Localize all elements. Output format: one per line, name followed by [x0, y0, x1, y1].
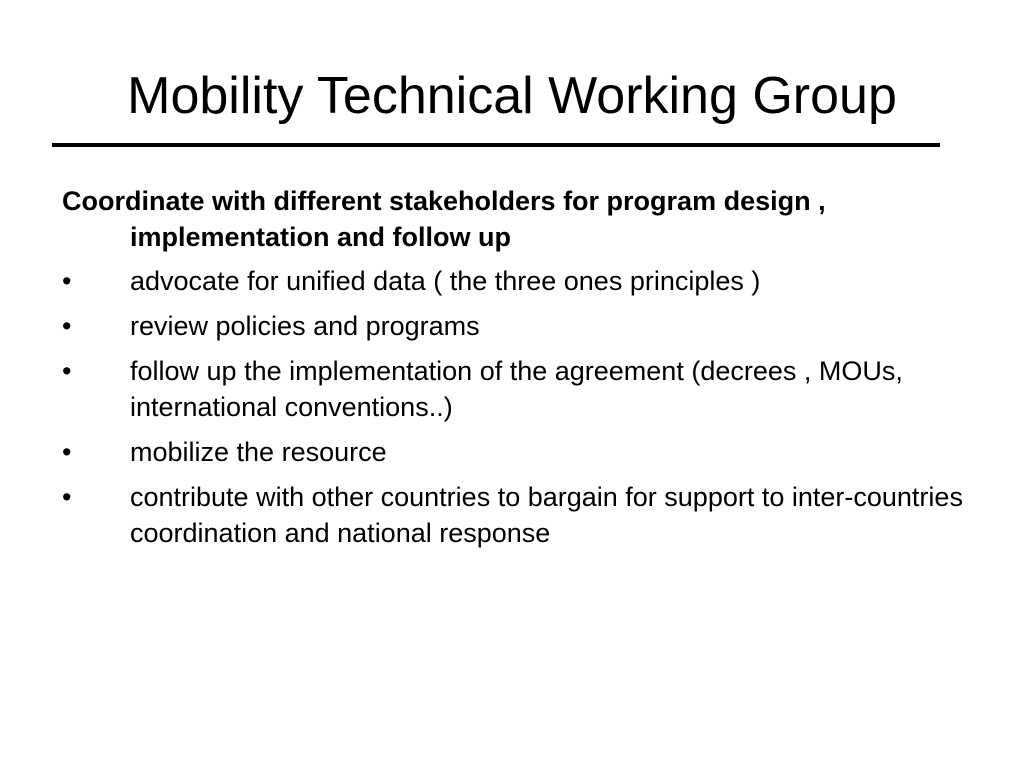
bullet-item — [62, 479, 972, 551]
bullet-text: advocate for unified data ( the three ones principles ) — [130, 266, 761, 296]
bullet-list — [62, 263, 972, 551]
bullet-item — [62, 263, 972, 299]
bullet-icon: • — [62, 311, 72, 341]
bullet-text: review policies and programs — [130, 311, 480, 341]
bullet-icon: • — [62, 356, 72, 386]
bullet-text: contribute with other countries to bargain for support to inter-countries coordination and national response — [130, 482, 963, 548]
title-underline — [52, 143, 940, 147]
bullet-item — [62, 434, 972, 470]
slide-content — [62, 183, 972, 560]
bullet-item — [62, 353, 972, 425]
lead-statement: Coordinate with different stakeholders for program design , implementation and follow up — [62, 186, 826, 252]
bullet-icon: • — [62, 266, 72, 296]
bullet-text: mobilize the resource — [130, 437, 387, 467]
slide-title: Mobility Technical Working Group — [127, 67, 897, 125]
bullet-item — [62, 308, 972, 344]
bullet-icon: • — [62, 482, 72, 512]
bullet-icon: • — [62, 437, 72, 467]
bullet-text: follow up the implementation of the agreement (decrees , MOUs, international conventions..) — [130, 356, 903, 422]
